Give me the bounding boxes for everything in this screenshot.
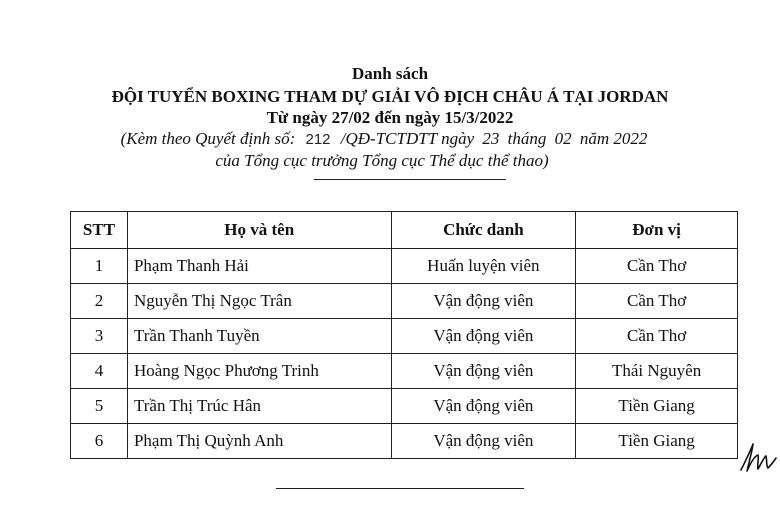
cell-name: Hoàng Ngọc Phương Trinh [127,354,391,389]
cell-unit: Cần Thơ [576,284,738,319]
footer-divider [276,488,524,489]
table-header-row [71,212,738,249]
column-header-unit: Đơn vị [576,212,738,249]
cell-title: Vận động viên [391,284,576,319]
table-row [71,249,738,284]
cell-stt: 6 [71,424,128,459]
column-header-stt: STT [71,212,128,249]
cell-name: Phạm Thị Quỳnh Anh [127,424,391,459]
table-row [71,354,738,389]
decision-number: 212 [305,131,331,148]
cell-stt: 3 [71,319,128,354]
decision-year: năm 2022 [579,129,648,148]
table-row [71,389,738,424]
table-row [71,284,738,319]
cell-title: Vận động viên [391,354,576,389]
cell-stt: 1 [71,249,128,284]
cell-name: Trần Thanh Tuyền [127,319,391,354]
cell-name: Trần Thị Trúc Hân [127,389,391,424]
decision-prefix: (Kèm theo Quyết định số: [120,129,296,148]
initials-signature [738,438,778,476]
cell-stt: 4 [71,354,128,389]
date-range: Từ ngày 27/02 đến ngày 15/3/2022 [266,108,514,127]
decision-day: 23 [482,129,500,148]
cell-title: Vận động viên [391,389,576,424]
decision-month: 02 [554,129,572,148]
cell-stt: 2 [71,284,128,319]
column-header-title: Chức danh [391,212,576,249]
cell-unit: Cần Thơ [576,319,738,354]
cell-title: Huấn luyện viên [391,249,576,284]
cell-unit: Thái Nguyên [576,354,738,389]
header-divider [314,179,506,180]
cell-title: Vận động viên [391,424,576,459]
cell-unit: Tiền Giang [576,424,738,459]
cell-unit: Cần Thơ [576,249,738,284]
cell-name: Nguyễn Thị Ngọc Trân [127,284,391,319]
cell-stt: 5 [71,389,128,424]
document-title: ĐỘI TUYỂN BOXING THAM DỰ GIẢI VÔ ĐỊCH CHÂU Á TẠI JORDAN [111,87,669,106]
cell-title: Vận động viên [391,319,576,354]
table-row [71,319,738,354]
column-header-name: Họ và tên [127,212,391,249]
cell-name: Phạm Thanh Hải [127,249,391,284]
decision-reference [0,129,774,149]
table-row [71,424,738,459]
decision-month-label: tháng [507,129,547,148]
cell-unit: Tiền Giang [576,389,738,424]
decision-mid: /QĐ-TCTDTT ngày [340,129,475,148]
team-table [70,211,738,459]
issuing-authority: của Tổng cục trưởng Tổng cục Thể dục thể thao) [215,151,549,170]
document-heading: Danh sách [351,64,429,83]
